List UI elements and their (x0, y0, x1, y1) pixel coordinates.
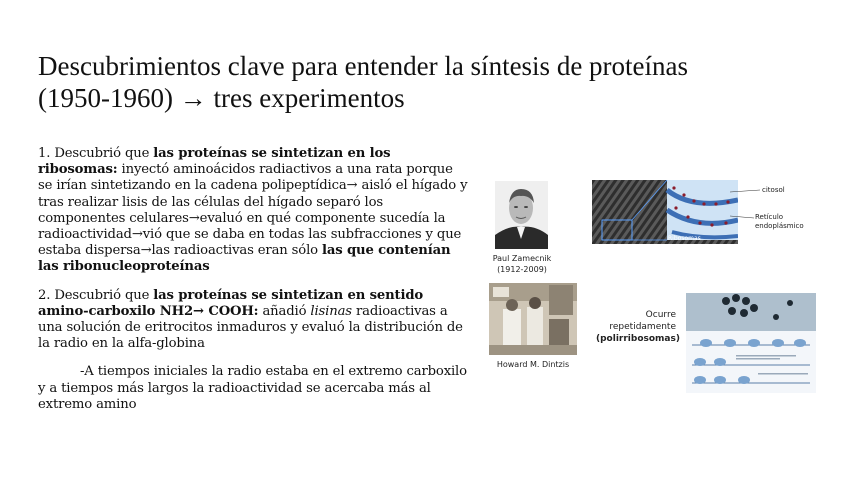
photo-howard-dintzis (489, 283, 577, 355)
label-reticulo: Retículo endoplásmico (755, 213, 804, 230)
title-line-2: (1950-1960) → tres experimentos (38, 83, 405, 113)
exp1-bold-conclusion: las que contenían las ribonucleoproteínas (38, 243, 451, 275)
portrait-1-name: Paul Zamecnik (492, 254, 552, 263)
exp1-description: inyectó aminoácidos radiactivos a una rata porque se irían sintetizando en la cadena polipeptídica→ aisló el hígado y tras realizar lisis de las células del hígado separó los componentes celulares→evaluó en qué componente sucedía la radioactividad→vió que se daba en todas las subfracciones y que estaba dispersa→las radioactivas eran sólo (38, 162, 468, 259)
portrait-1-years: (1912-2009) (497, 265, 547, 274)
exp2-prefix: 2. Descubrió que (38, 287, 154, 303)
exp1-bold-claim: las proteínas se sintetizan en los ribosomas: (38, 146, 391, 178)
portrait-1-caption (486, 253, 558, 275)
exp2-bold-claim: las proteínas se sintetizan en sentido amino-carboxilo NH2→ COOH: (38, 287, 424, 319)
photo-2-caption: Howard M. Dintzis (496, 360, 570, 369)
diagram-polysome-translation (686, 331, 816, 393)
exp1-prefix: 1. Descubrió que (38, 146, 154, 161)
micrograph-reticulo-endoplasmico (592, 180, 738, 244)
experiment-1-paragraph (38, 146, 468, 276)
slide-body (38, 146, 468, 425)
label-ocurre: Ocurre repetidamente (609, 310, 676, 332)
label-ocurre-repetidamente (596, 309, 680, 345)
label-pointer-lines (730, 186, 760, 226)
label-citosol: citosol (762, 186, 785, 194)
title-line-1: Descubrimientos clave para entender la síntesis de proteínas (38, 51, 689, 81)
slide-title (38, 50, 818, 114)
experiment-2-note: -A tiempos iniciales la radio estaba en el extremo carboxilo y a tiempos más largos la radioactividad se acercaba más al extremo amino (38, 364, 467, 412)
exp2-italic-lisinas: lisinas (310, 303, 352, 319)
portrait-paul-zamecnik (495, 181, 548, 249)
experiment-2-paragraph (38, 288, 468, 353)
label-polirribosomas: (polirribosomas) (596, 334, 680, 344)
exp2-desc-1: añadió (258, 303, 311, 319)
micrograph-polirribosomas (686, 293, 816, 331)
exp2-desc-2: radioactivas a una solución de eritrocitos inmaduros y evaluó la distribución de la radio en la alfa-globina (38, 303, 463, 352)
label-ribosomas: Ribosomas (668, 235, 701, 242)
